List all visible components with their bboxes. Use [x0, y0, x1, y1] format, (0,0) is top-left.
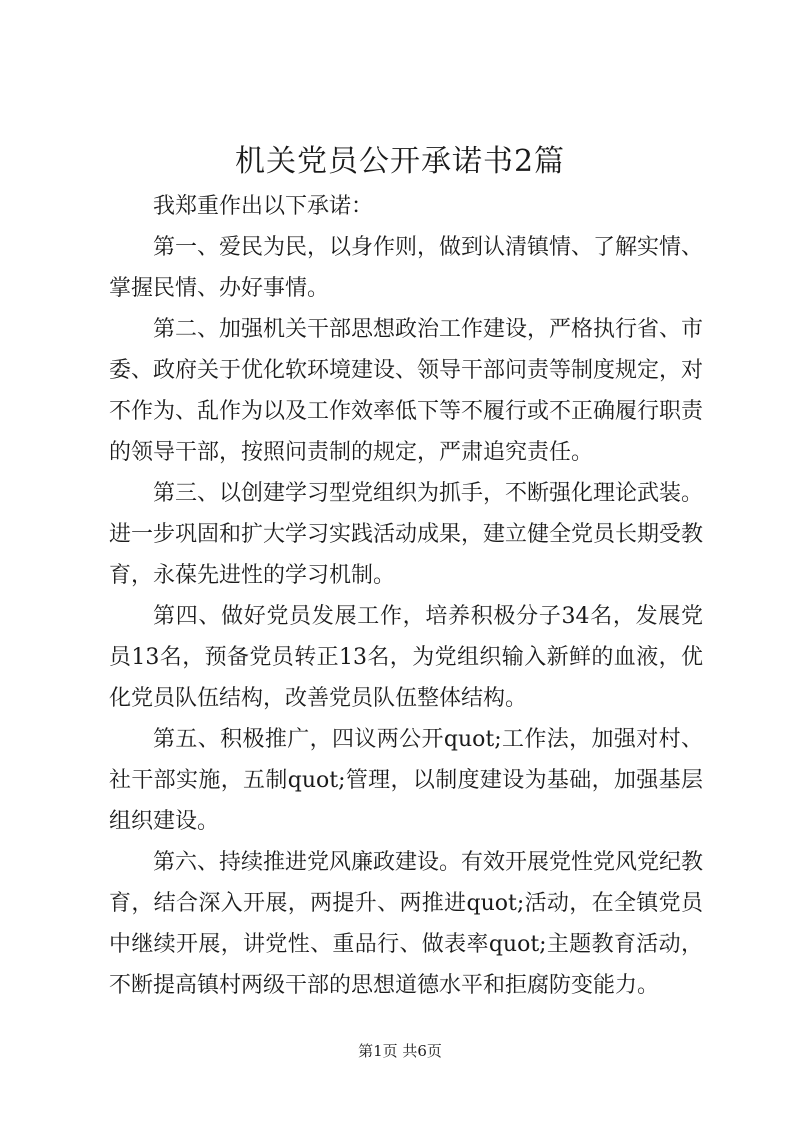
page-number: 第1页 共6页: [358, 1042, 442, 1060]
paragraph-pledge-2: 第二、加强机关干部思想政治工作建设，严格执行省、市委、政府关于优化软环境建设、领导干部问责等制度规定，对不作为、乱作为以及工作效率低下等不履行或不正确履行职责的领导干部，按照问责制的规定，严肃追究责任。: [109, 317, 704, 465]
document-title: 机关党员公开承诺书2篇: [234, 144, 566, 179]
page-footer: [0, 1040, 800, 1062]
paragraph-pledge-1: 第一、爱民为民，以身作则，做到认清镇情、了解实情、掌握民情、办好事情。: [109, 235, 704, 301]
paragraph-pledge-4: 第四、做好党员发展工作，培养积极分子34名，发展党员13名，预备党员转正13名，为党组织输入新鲜的血液，优化党员队伍结构，改善党员队伍整体结构。: [109, 604, 703, 711]
document-body: [109, 186, 703, 1006]
paragraph-pledge-3: 第三、以创建学习型党组织为抓手，不断强化理论武装。进一步巩固和扩大学习实践活动成果，建立健全党员长期受教育，永葆先进性的学习机制。: [109, 481, 704, 588]
paragraph-pledge-5: 第五、积极推广，四议两公开quot;工作法，加强对村、社干部实施，五制quot;管理，以制度建设为基础，加强基层组织建设。: [109, 727, 703, 834]
paragraph-pledge-6: 第六、持续推进党风廉政建设。有效开展党性党风党纪教育，结合深入开展，两提升、两推进quot;活动，在全镇党员中继续开展，讲党性、重品行、做表率quot;主题教育活动，不断提高镇村两级干部的思想道德水平和拒腐防变能力。: [109, 850, 704, 998]
paragraph-intro: 我郑重作出以下承诺：: [153, 194, 374, 219]
